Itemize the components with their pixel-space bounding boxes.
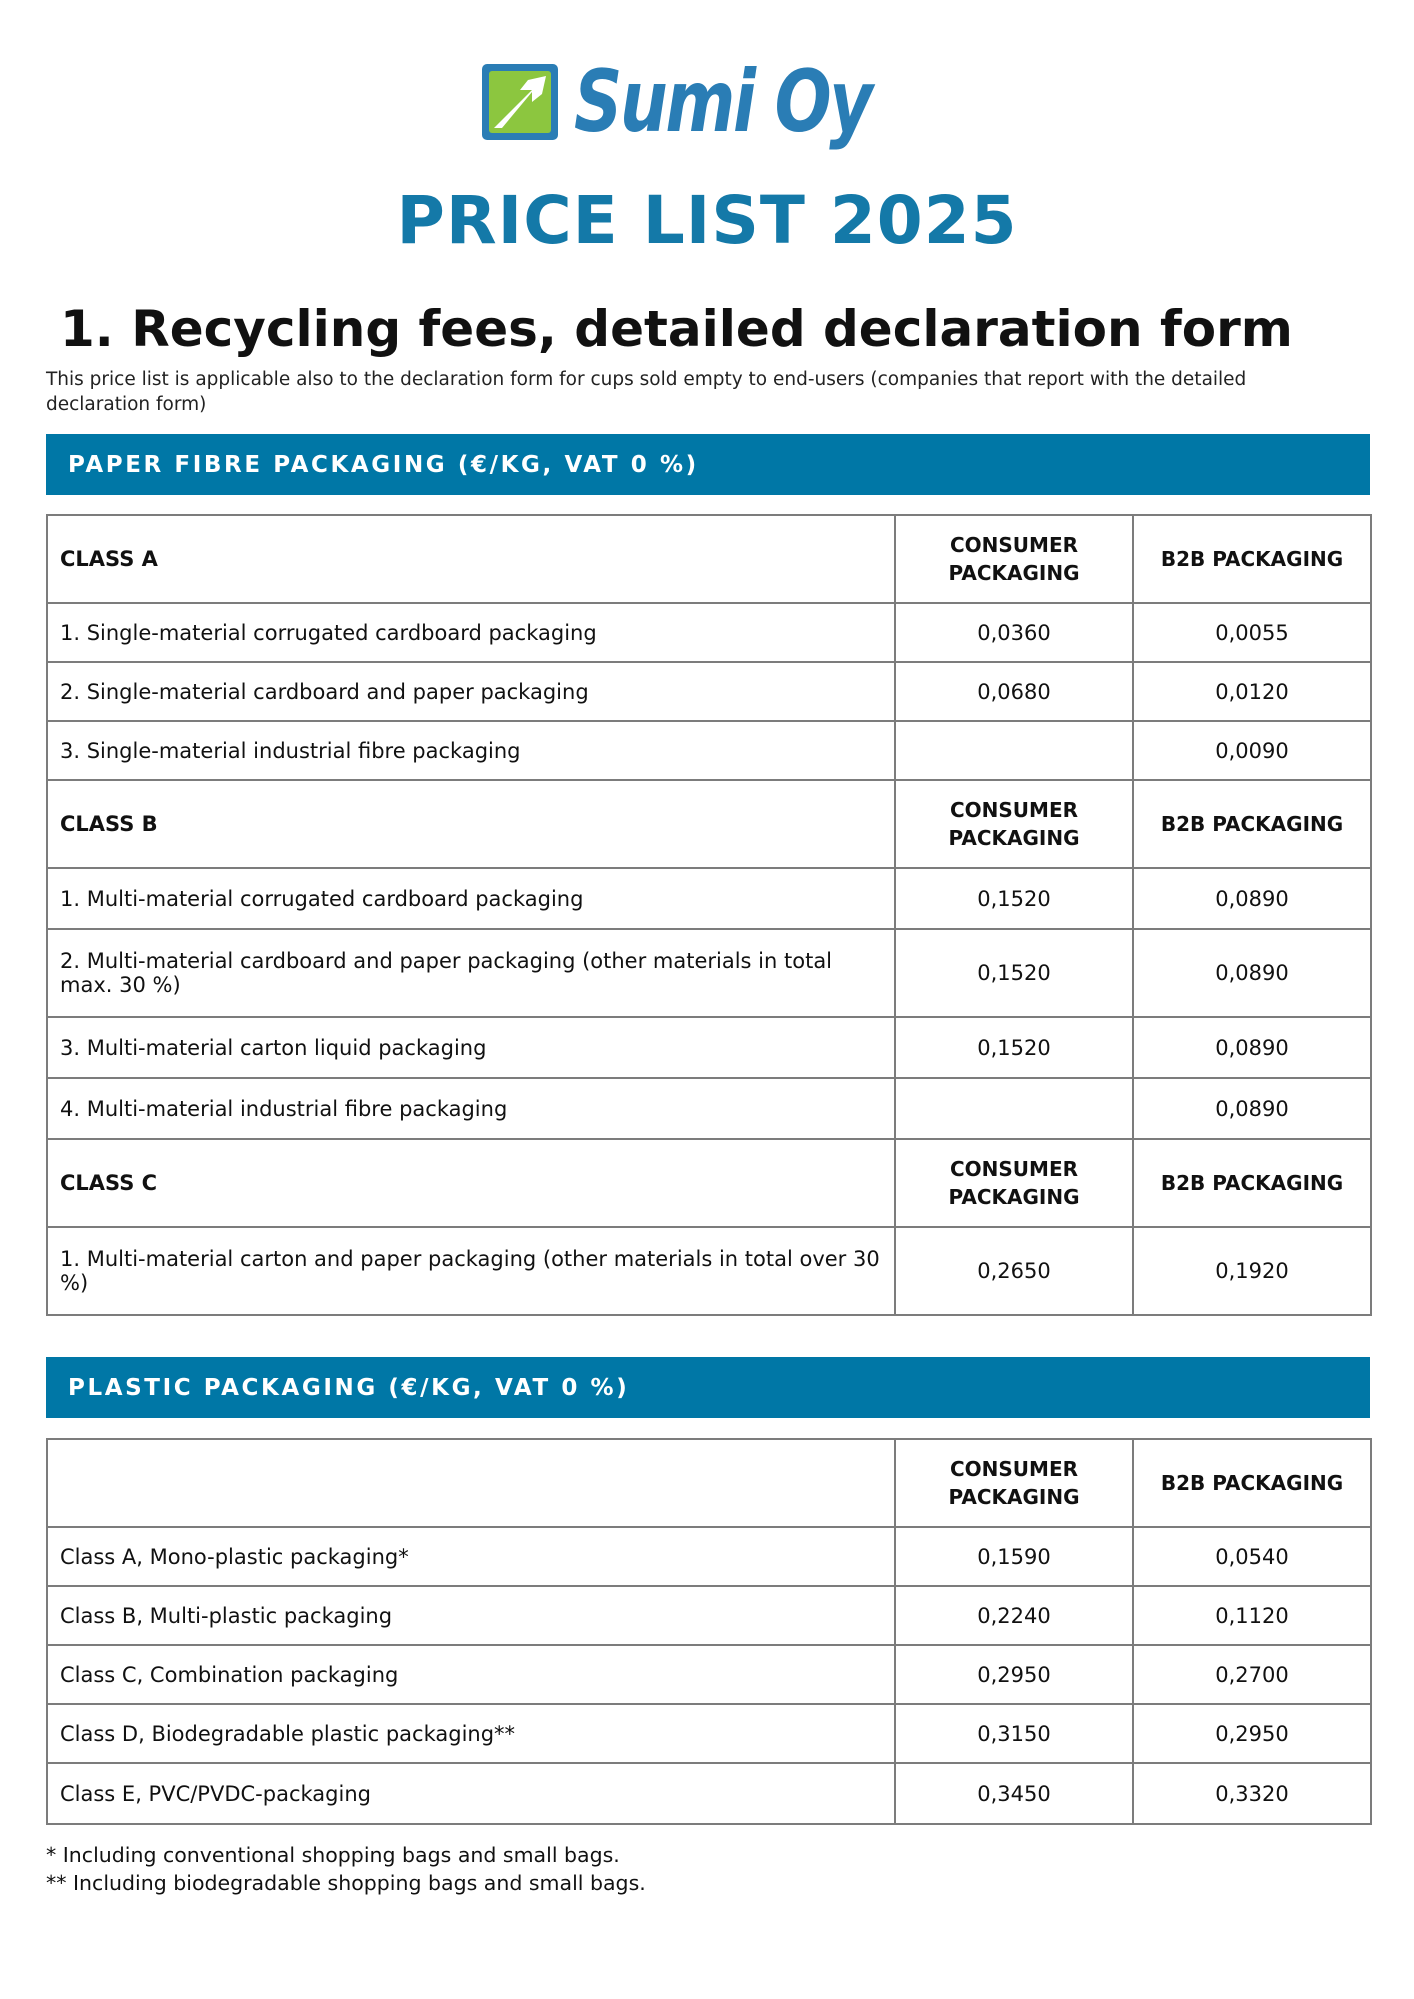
logo-text: Sumi Oy xyxy=(574,52,871,152)
footnote-2: ** Including biodegradable shopping bags and small bags. xyxy=(46,1871,646,1895)
row-label: 1. Multi-material corrugated cardboard packaging xyxy=(47,868,895,929)
table-row xyxy=(47,1645,1371,1704)
b2b-price: 0,0090 xyxy=(1133,721,1371,780)
consumer-price xyxy=(895,1078,1133,1139)
row-label: Class C, Combination packaging xyxy=(47,1645,895,1704)
consumer-price xyxy=(895,721,1133,780)
b2b-price: 0,1120 xyxy=(1133,1586,1371,1645)
b2b-price: 0,0890 xyxy=(1133,1078,1371,1139)
row-label: Class A, Mono-plastic packaging* xyxy=(47,1527,895,1586)
consumer-price: 0,2650 xyxy=(895,1227,1133,1315)
consumer-column-header: CONSUMER PACKAGING xyxy=(895,780,1133,868)
b2b-price: 0,2700 xyxy=(1133,1645,1371,1704)
row-label: 3. Single-material industrial fibre packaging xyxy=(47,721,895,780)
b2b-price: 0,3320 xyxy=(1133,1763,1371,1824)
consumer-column-header: CONSUMER PACKAGING xyxy=(895,515,1133,603)
row-label: 3. Multi-material carton liquid packaging xyxy=(47,1017,895,1078)
class-label: CLASS A xyxy=(47,515,895,603)
consumer-price: 0,3150 xyxy=(895,1704,1133,1763)
b2b-column-header: B2B PACKAGING xyxy=(1133,780,1371,868)
table-row xyxy=(47,1586,1371,1645)
table-row xyxy=(47,868,1371,929)
row-label: 2. Multi-material cardboard and paper packaging (other materials in total max. 30 %) xyxy=(47,929,895,1017)
table-row xyxy=(47,603,1371,662)
consumer-price: 0,1520 xyxy=(895,929,1133,1017)
consumer-price: 0,3450 xyxy=(895,1763,1133,1824)
table-row xyxy=(47,662,1371,721)
consumer-price: 0,0680 xyxy=(895,662,1133,721)
table-row xyxy=(47,1763,1371,1824)
class-label: CLASS B xyxy=(47,780,895,868)
class-c-header-row xyxy=(47,1139,1371,1227)
row-label: 4. Multi-material industrial fibre packaging xyxy=(47,1078,895,1139)
plastic-table xyxy=(46,1438,1372,1825)
row-label: Class D, Biodegradable plastic packaging** xyxy=(47,1704,895,1763)
table-row xyxy=(47,1017,1371,1078)
table-row xyxy=(47,929,1371,1017)
empty-header-cell xyxy=(47,1439,895,1527)
table-row xyxy=(47,721,1371,780)
class-b-header-row xyxy=(47,780,1371,868)
b2b-column-header: B2B PACKAGING xyxy=(1133,1139,1371,1227)
plastic-section-header: PLASTIC PACKAGING (€/KG, VAT 0 %) xyxy=(46,1357,1370,1418)
class-label: CLASS C xyxy=(47,1139,895,1227)
section-heading: 1. Recycling fees, detailed declaration form xyxy=(60,300,1293,358)
row-label: Class E, PVC/PVDC-packaging xyxy=(47,1763,895,1824)
b2b-column-header: B2B PACKAGING xyxy=(1133,1439,1371,1527)
b2b-price: 0,0055 xyxy=(1133,603,1371,662)
arrow-logo-icon xyxy=(480,62,560,142)
table-row xyxy=(47,1704,1371,1763)
b2b-column-header: B2B PACKAGING xyxy=(1133,515,1371,603)
table-row xyxy=(47,1078,1371,1139)
consumer-price: 0,1520 xyxy=(895,868,1133,929)
paper-section-header: PAPER FIBRE PACKAGING (€/KG, VAT 0 %) xyxy=(46,434,1370,495)
b2b-price: 0,0890 xyxy=(1133,868,1371,929)
intro-text: This price list is applicable also to the declaration form for cups sold empty to end-users (companies that report with the detailed declaration form) xyxy=(46,369,1247,415)
consumer-column-header: CONSUMER PACKAGING xyxy=(895,1439,1133,1527)
consumer-price: 0,1520 xyxy=(895,1017,1133,1078)
consumer-column-header: CONSUMER PACKAGING xyxy=(895,1139,1133,1227)
paper-fibre-table xyxy=(46,514,1372,1316)
table-row xyxy=(47,1527,1371,1586)
table-row xyxy=(47,1227,1371,1315)
b2b-price: 0,0540 xyxy=(1133,1527,1371,1586)
row-label: 1. Multi-material carton and paper packaging (other materials in total over 30 %) xyxy=(47,1227,895,1315)
page-title: PRICE LIST 2025 xyxy=(396,182,1018,259)
company-logo xyxy=(480,52,954,152)
footnote-1: * Including conventional shopping bags and small bags. xyxy=(46,1843,620,1867)
row-label: 1. Single-material corrugated cardboard packaging xyxy=(47,603,895,662)
plastic-header-row xyxy=(47,1439,1371,1527)
consumer-price: 0,2240 xyxy=(895,1586,1133,1645)
b2b-price: 0,0120 xyxy=(1133,662,1371,721)
consumer-price: 0,0360 xyxy=(895,603,1133,662)
b2b-price: 0,0890 xyxy=(1133,929,1371,1017)
row-label: Class B, Multi-plastic packaging xyxy=(47,1586,895,1645)
consumer-price: 0,1590 xyxy=(895,1527,1133,1586)
b2b-price: 0,1920 xyxy=(1133,1227,1371,1315)
row-label: 2. Single-material cardboard and paper packaging xyxy=(47,662,895,721)
b2b-price: 0,2950 xyxy=(1133,1704,1371,1763)
class-a-header-row xyxy=(47,515,1371,603)
consumer-price: 0,2950 xyxy=(895,1645,1133,1704)
b2b-price: 0,0890 xyxy=(1133,1017,1371,1078)
